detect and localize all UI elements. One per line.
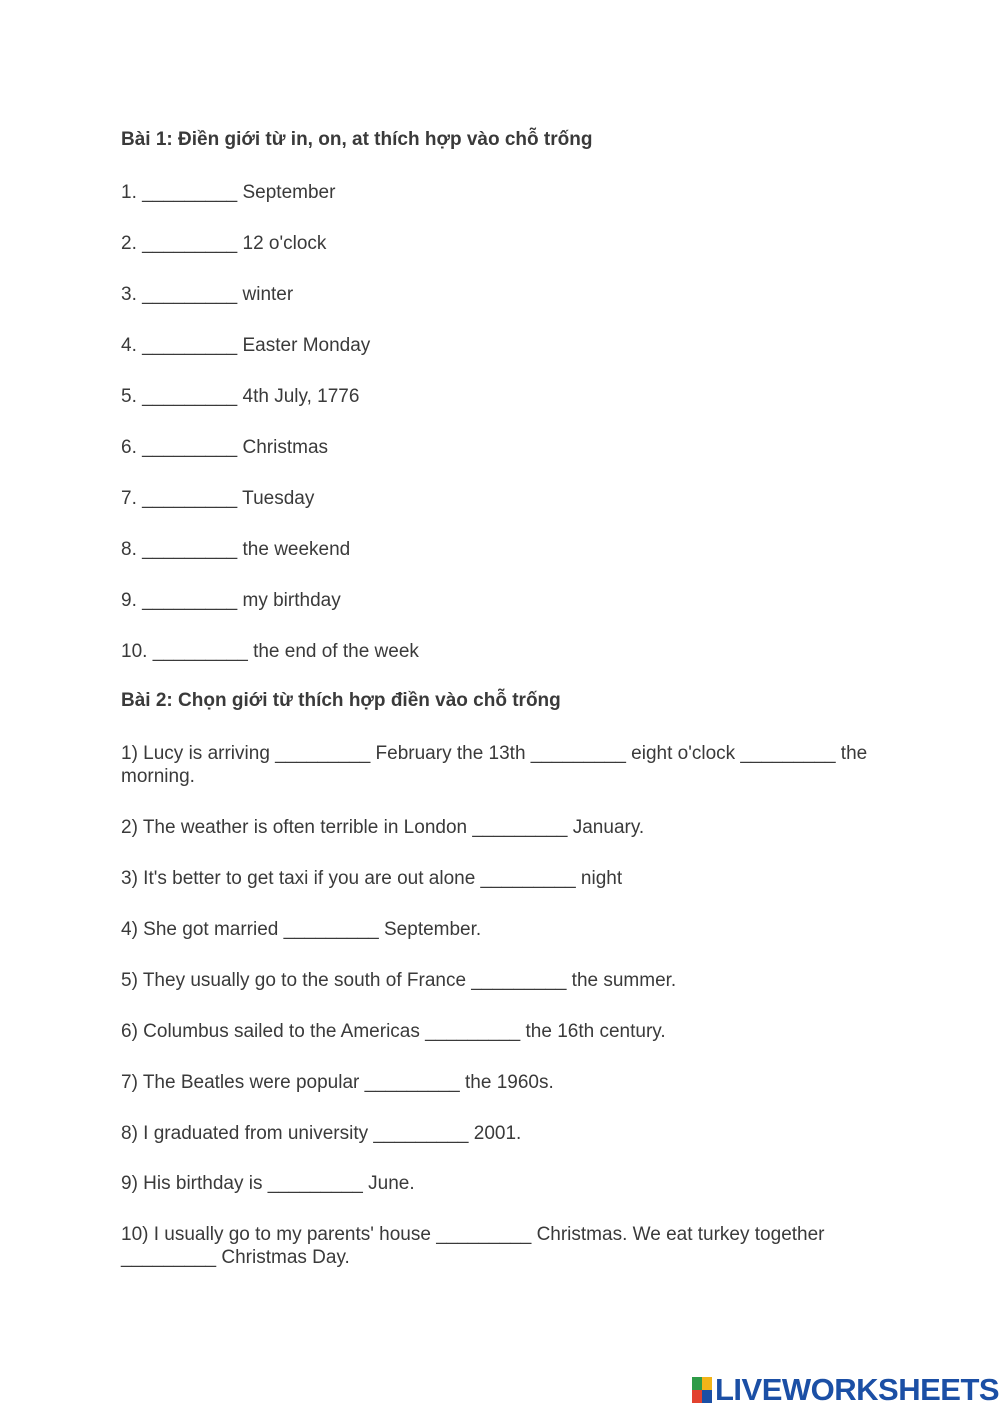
- liveworksheets-logo-text: LIVEWORKSHEETS: [715, 1372, 1000, 1407]
- exercise-1-item-1: 1. _________ September: [121, 182, 336, 203]
- exercise-2-item-10: 10) I usually go to my parents' house _________ Christmas. We eat turkey together _________ Christmas Day.: [121, 1224, 825, 1268]
- exercise-2-item-2: 2) The weather is often terrible in London _________ January.: [121, 817, 645, 838]
- exercise-2-heading: Bài 2: Chọn giới từ thích hợp điền vào chỗ trống: [121, 690, 561, 711]
- liveworksheets-logo-icon: [692, 1377, 712, 1403]
- exercise-1-item-3: 3. _________ winter: [121, 284, 294, 305]
- exercise-2-item-4: 4) She got married _________ September.: [121, 919, 482, 940]
- exercise-2-item-7: 7) The Beatles were popular _________ the 1960s.: [121, 1072, 554, 1093]
- exercise-1-item-6: 6. _________ Christmas: [121, 437, 329, 458]
- exercise-2-item-9: 9) His birthday is _________ June.: [121, 1173, 415, 1194]
- exercise-1-item-5: 5. _________ 4th July, 1776: [121, 386, 360, 407]
- exercise-1-item-10: 10. _________ the end of the week: [121, 641, 419, 662]
- exercise-1-item-8: 8. _________ the weekend: [121, 539, 351, 560]
- exercise-2-item-3: 3) It's better to get taxi if you are out alone _________ night: [121, 868, 623, 889]
- exercise-1-item-9: 9. _________ my birthday: [121, 590, 341, 611]
- exercise-2-item-1: 1) Lucy is arriving _________ February the 13th _________ eight o'clock _________ the morning.: [121, 743, 868, 787]
- liveworksheets-logo: [692, 1373, 999, 1407]
- exercise-1-heading: Bài 1: Điền giới từ in, on, at thích hợp vào chỗ trống: [121, 129, 593, 150]
- exercise-1-item-4: 4. _________ Easter Monday: [121, 335, 371, 356]
- exercise-1-item-7: 7. _________ Tuesday: [121, 488, 315, 509]
- exercise-2-item-6: 6) Columbus sailed to the Americas _________ the 16th century.: [121, 1021, 666, 1042]
- exercise-2-item-8: 8) I graduated from university _________ 2001.: [121, 1123, 522, 1144]
- exercise-2-item-5: 5) They usually go to the south of France _________ the summer.: [121, 970, 677, 991]
- exercise-1-item-2: 2. _________ 12 o'clock: [121, 233, 327, 254]
